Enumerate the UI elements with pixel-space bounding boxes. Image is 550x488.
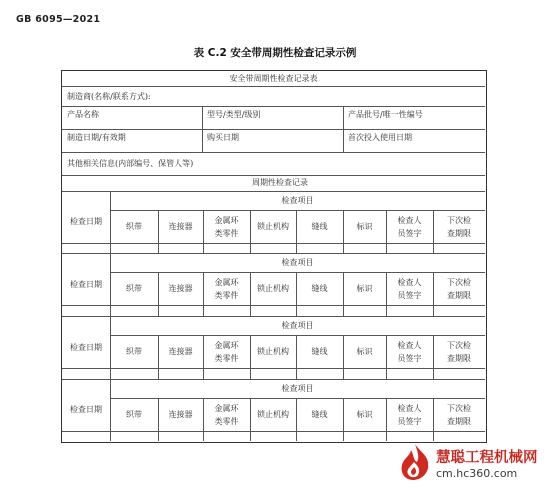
header-rule (62, 106, 485, 107)
item-column-header: 标识 (356, 410, 373, 419)
watermark-url: cm.hc360.com (436, 467, 518, 480)
inspection-items-label: 检查项目 (281, 384, 314, 393)
inspection-items-label: 检查项目 (281, 258, 314, 267)
inspection-record-form (61, 70, 487, 443)
item-column-header: 查期限 (447, 229, 471, 238)
item-column-header: 织带 (126, 284, 142, 293)
item-column-header: 下次检 (447, 278, 471, 287)
item-column-header: 织带 (126, 347, 142, 356)
header-rule (62, 86, 485, 87)
item-column-header: 连接器 (168, 347, 193, 356)
item-column-header: 类零件 (214, 417, 239, 426)
inspection-date-label: 检查日期 (70, 217, 102, 226)
item-column-header: 员签字 (397, 354, 422, 363)
items-header-rule (110, 272, 485, 273)
item-column-header: 下次检 (447, 404, 471, 413)
item-column-header: 查期限 (447, 291, 471, 300)
item-column-header: 查期限 (447, 354, 471, 363)
standard-code: GB 6095—2021 (16, 14, 101, 25)
watermark-name: 慧聪工程机械网 (436, 450, 538, 466)
product-name-label: 产品名称 (67, 110, 99, 119)
batch-number-label: 产品批号/唯一性编号 (348, 110, 423, 119)
item-column-header: 锁止机构 (257, 410, 289, 419)
header-divider (202, 106, 203, 152)
flame-logo-icon (396, 442, 434, 482)
items-header-rule (110, 335, 485, 336)
inspection-date-label: 检查日期 (70, 405, 102, 414)
item-column-header: 缝线 (311, 347, 328, 356)
row-rule (62, 243, 485, 244)
inspection-items-label: 检查项目 (281, 196, 314, 205)
item-column-header: 织带 (126, 222, 142, 231)
item-column-header: 标识 (356, 347, 373, 356)
item-column-divider (296, 272, 297, 316)
item-column-header: 查期限 (447, 417, 471, 426)
manufacturer-label: 制造商(名称/联系方式): (67, 92, 151, 101)
item-column-header: 锁止机构 (257, 347, 289, 356)
section-rule (62, 175, 485, 176)
item-column-header: 缝线 (311, 410, 328, 419)
item-column-header: 检查人 (397, 278, 422, 287)
item-column-divider (158, 272, 159, 316)
item-column-header: 下次检 (447, 341, 471, 350)
item-column-header: 类零件 (214, 291, 239, 300)
item-column-header: 锁止机构 (257, 284, 289, 293)
item-column-header: 金属环 (214, 216, 239, 225)
item-column-header: 连接器 (168, 284, 193, 293)
inspection-date-label: 检查日期 (70, 279, 102, 289)
item-column-header: 连接器 (168, 410, 193, 419)
item-column-divider (296, 335, 297, 379)
item-column-divider (158, 335, 159, 379)
item-column-header: 下次检 (447, 216, 471, 225)
item-column-divider (343, 335, 344, 379)
item-column-divider (250, 272, 251, 316)
item-column-header: 检查人 (397, 341, 422, 350)
item-column-header: 锁止机构 (257, 222, 289, 231)
block-rule (62, 253, 485, 254)
items-header-rule (110, 398, 485, 399)
item-column-header: 员签字 (397, 229, 422, 238)
purchase-date-label: 购买日期 (207, 133, 239, 142)
item-column-header: 缝线 (311, 222, 328, 231)
row-rule (62, 305, 485, 306)
item-column-divider (343, 272, 344, 316)
inspection-items-label: 检查项目 (281, 321, 314, 330)
table-caption: 表 C.2 安全带周期性检查记录示例 (193, 47, 357, 59)
periodic-record-title: 周期性检查记录 (252, 178, 308, 187)
item-column-header: 缝线 (311, 284, 328, 293)
item-column-header: 检查人 (397, 216, 422, 225)
item-column-header: 检查人 (397, 404, 422, 413)
block-rule (62, 379, 485, 380)
item-column-header: 金属环 (214, 278, 239, 287)
item-column-header: 类零件 (214, 229, 239, 238)
item-column-header: 标识 (356, 284, 373, 293)
header-divider (343, 106, 344, 152)
model-label: 型号/类型/级别 (207, 110, 261, 119)
item-column-header: 金属环 (214, 404, 239, 413)
item-column-divider (250, 335, 251, 379)
item-column-header: 织带 (126, 410, 142, 419)
other-info-label: 其他相关信息(内部编号、保管人等) (67, 159, 194, 168)
section-rule (62, 191, 485, 192)
item-column-header: 连接器 (168, 222, 193, 231)
item-column-header: 类零件 (214, 354, 239, 363)
inspection-date-label: 检查日期 (70, 342, 102, 352)
item-column-header: 金属环 (214, 341, 239, 350)
first-use-date-label: 首次投入使用日期 (348, 133, 412, 142)
manufacture-date-label: 制造日期/有效期 (67, 133, 126, 142)
item-column-header: 员签字 (397, 291, 422, 300)
item-column-header: 员签字 (397, 417, 422, 426)
header-rule (62, 129, 485, 130)
header-rule (62, 152, 485, 153)
items-header-rule (110, 210, 485, 211)
item-column-header: 标识 (356, 222, 373, 231)
watermark (396, 438, 550, 488)
row-rule (62, 431, 485, 432)
row-rule (62, 368, 485, 369)
block-rule (62, 316, 485, 317)
form-title: 安全带周期性检查记录表 (229, 74, 318, 83)
